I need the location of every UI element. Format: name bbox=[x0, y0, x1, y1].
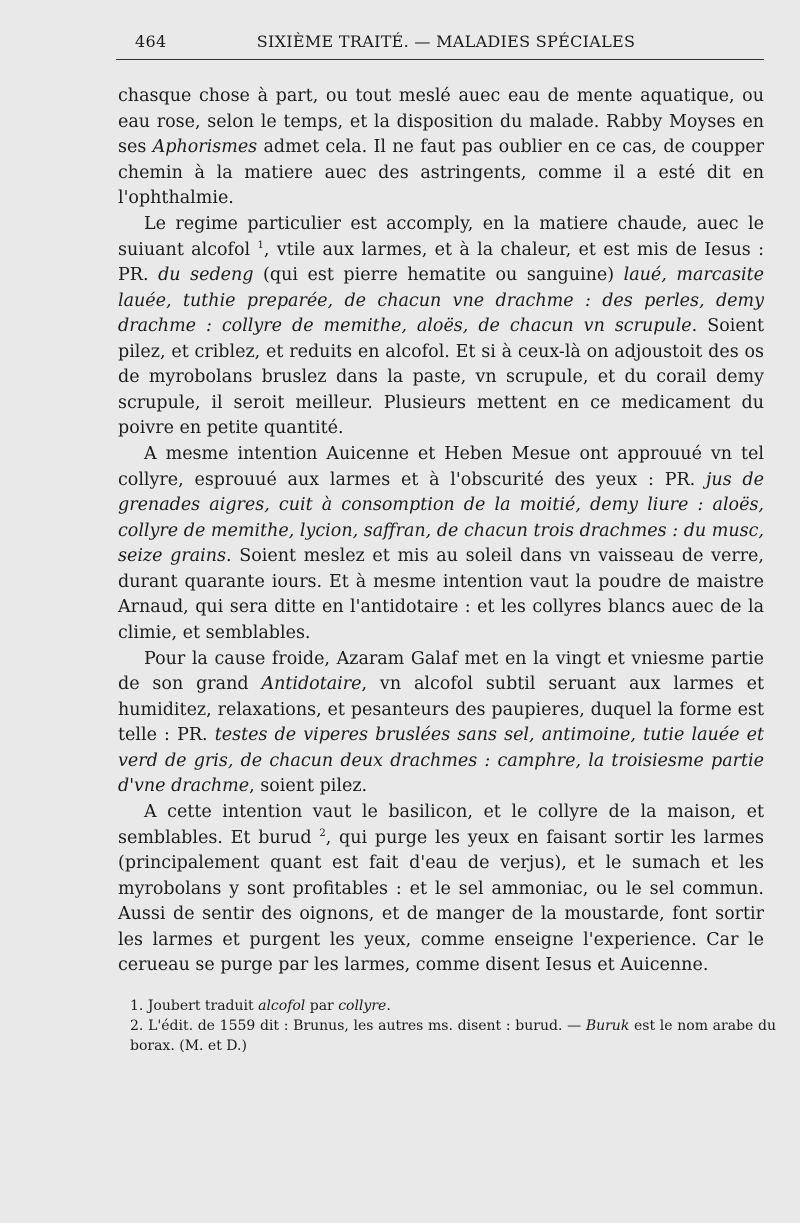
running-title: SIXIÈME TRAITÉ. — MALADIES SPÉCIALES bbox=[256, 32, 636, 51]
page-number: 464 bbox=[135, 32, 167, 51]
header-rule bbox=[116, 59, 764, 60]
footnotes bbox=[130, 996, 776, 1056]
footnote-2: 2. L'édit. de 1559 dit : Brunus, les autres ms. disent : burud. — Buruk est le nom arabe du borax. (M. et D.) bbox=[130, 1018, 776, 1054]
paragraph-5: A cette intention vaut le basilicon, et le collyre de la maison, et semblables. Et burud $^2$, qui purge les yeux en faisant sortir les larmes (principalement quant est fait d'eau de verjus), et le sumach et les myrobolans y sont profitables : et le sel ammoniac, ou le sel commun. Aussi de sentir des oignons, et de manger de la moustarde, font sortir les larmes et purgent les yeux, comme enseigne l'experience. Car le cerueau se purge par les larmes, comme disent Iesus et Auicenne. bbox=[118, 802, 764, 975]
footnote-ref-1: 1 bbox=[257, 239, 264, 251]
footnote-1: 1. Joubert traduit alcofol par collyre. bbox=[130, 998, 391, 1014]
footnote-ref-2: 2 bbox=[319, 827, 326, 839]
paragraph-3: A mesme intention Auicenne et Heben Mesue ont approuué vn tel collyre, esprouué aux larmes et à l'obscurité des yeux : PR. jus de grenades aigres, cuit à consomption de la moitié, demy liure : aloës, collyre de memithe, lycion, saffran, de chacun trois drachmes : du musc, seize grains. Soient meslez et mis au soleil dans vn vaisseau de verre, durant quarante iours. Et à mesme intention vaut la poudre de maistre Arnaud, qui sera ditte en l'antidotaire : et les collyres blancs auec de la climie, et semblables. bbox=[118, 444, 764, 643]
paragraph-4: Pour la cause froide, Azaram Galaf met en la vingt et vniesme partie de son grand Antidotaire, vn alcofol subtil seruant aux larmes et humiditez, relaxations, et pesanteurs des paupieres, duquel la forme est telle : PR. testes de viperes bruslées sans sel, antimoine, tutie lauée et verd de gris, de chacun deux drachmes : camphre, la troisiesme partie d'vne drachme, soient pilez. bbox=[118, 648, 764, 796]
body-text bbox=[118, 84, 764, 979]
paragraph-2: Le regime particulier est accomply, en la matiere chaude, auec le suiuant alcofol $^1$, vtile aux larmes, et à la chaleur, et est mis de Iesus : PR. du sedeng (qui est pierre hematite ou sanguine) laué, marcasite lauée, tuthie preparée, de chacun vne drachme : des perles, demy drachme : collyre de memithe, aloës, de chacun vn scrupule. Soient pilez, et criblez, et reduits en alcofol. Et si à ceux-là on adjoustoit des os de myrobolans bruslez dans la paste, vn scrupule, et du corail demy scrupule, il seroit meilleur. Plusieurs mettent en ce medicament du poivre en petite quantité. bbox=[118, 214, 765, 438]
paragraph-1: chasque chose à part, ou tout meslé auec eau de mente aquatique, ou eau rose, selon le temps, et la disposition du malade. Rabby Moyses en ses Aphorismes admet cela. Il ne faut pas oublier en ce cas, de coupper chemin à la matiere auec des astringents, comme il a esté dit en l'ophthalmie. bbox=[118, 86, 764, 208]
page-header bbox=[128, 28, 764, 58]
